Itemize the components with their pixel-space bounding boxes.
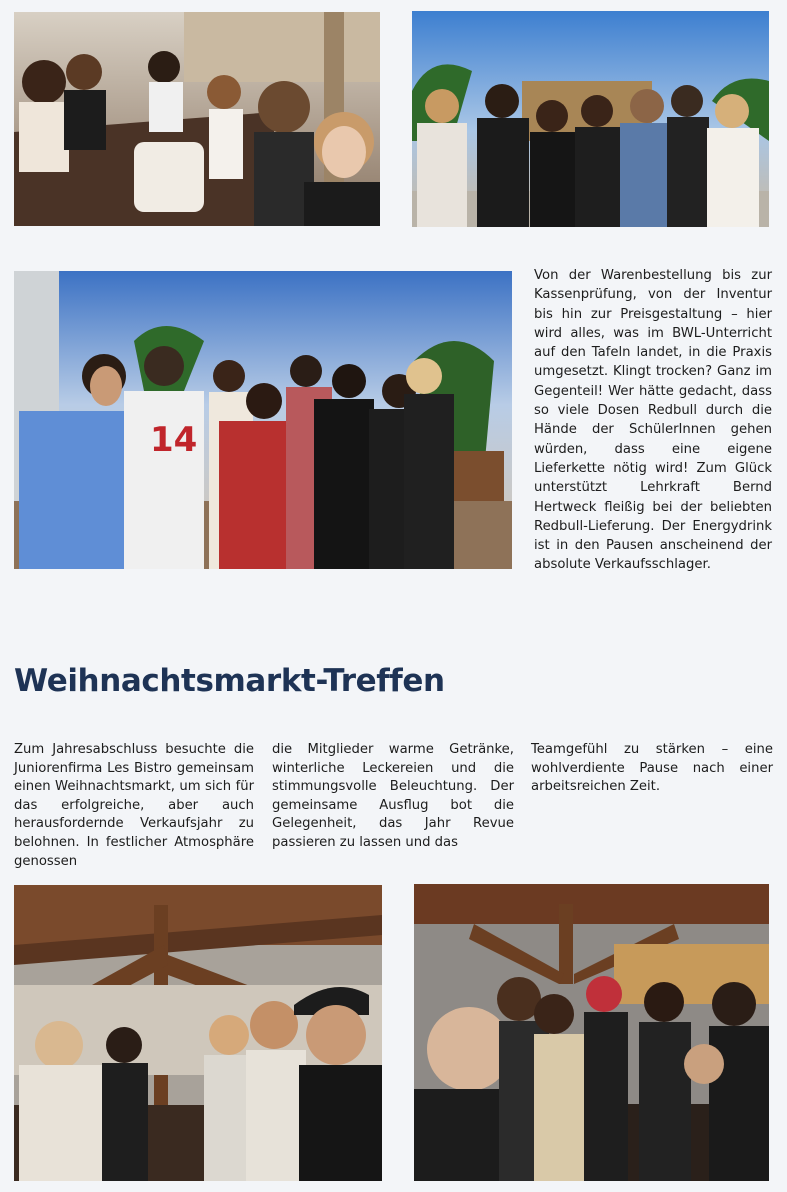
jersey-number: 14 [150, 420, 198, 460]
article-column-1: Zum Jahresabschluss besuchte die Juniorenfirma Les Bistro gemeinsam einen Weihnachtsmarkt, um sich für das erfolgreiche, aber auch herausfordernde Verkaufsjahr zu belohnen. In festlicher Atmosphäre genossen [14, 742, 254, 869]
photo-christmas-market-2 [414, 884, 769, 1181]
photo-large-group [14, 271, 512, 569]
photo-christmas-market-1 [14, 885, 382, 1181]
photo-beach-group [412, 11, 769, 227]
article-column-3: Teamgefühl zu stärken – eine wohlverdiente Pause nach einer arbeitsreichen Zeit. [531, 742, 773, 795]
article-column-2: die Mitglieder warme Getränke, winterliche Leckereien und die stimmungsvolle Beleuchtung. Der gemeinsame Ausflug bot die Gelegenheit, das Jahr Revue passieren zu lassen und das [272, 742, 514, 850]
photo-cafe-group [14, 12, 380, 226]
section-heading: Weihnachtsmarkt-Treffen [14, 663, 445, 699]
side-paragraph: Von der Warenbestellung bis zur Kassenprüfung, von der Inventur bis hin zur Preisgestaltung – hier wird alles, was im BWL-Unterricht auf den Tafeln landet, in die Praxis umgesetzt. Klingt trocken? Ganz im Gegenteil! Wer hätte gedacht, dass so viele Dosen Redbull durch die Hände der SchülerInnen gehen würden, dass eine eigene Lieferkette nötig wird! Zum Glück unterstützt Lehrkraft Bernd Hertweck fleißig bei der beliebten Redbull-Lieferung. Der Energydrink ist in den Pausen anscheinend der absolute Verkaufsschlager. [534, 268, 772, 573]
